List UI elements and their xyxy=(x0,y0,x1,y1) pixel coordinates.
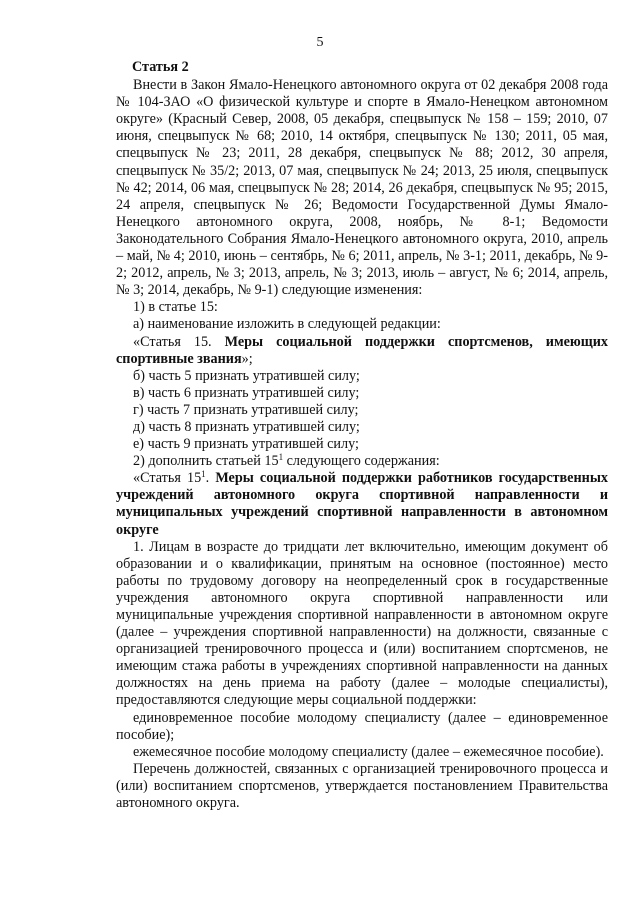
sub-item-e: е) часть 9 признать утратившей силу; xyxy=(133,436,359,453)
document-body xyxy=(116,59,608,812)
item-1: 1) в статье 15: xyxy=(133,299,218,316)
quote-prefix: «Статья 15. xyxy=(133,333,225,350)
new-article-dot: . xyxy=(205,470,216,487)
new-article-sup: 1 xyxy=(201,469,206,480)
item-2-text: 2) дополнить статьей 15 xyxy=(133,453,279,470)
quote-bold-title: Меры социальной поддержки спортсменов, имеющих спортивные звания xyxy=(116,333,608,367)
article-heading: Статья 2 xyxy=(132,59,189,75)
item-2 xyxy=(116,453,608,470)
new-article-heading xyxy=(116,470,608,538)
measure-1: единовременное пособие молодому специалисту (далее – единовременное пособие); xyxy=(116,709,608,743)
new-article-title: Меры социальной поддержки работников государственных учреждений автономного округа спортивной направленности и муниципальных учреждений спортивной направленности в автономном округе xyxy=(116,470,609,538)
quote-suffix: »; xyxy=(241,350,253,367)
intro-paragraph: Внести в Закон Ямало-Ненецкого автономного округа от 02 декабря 2008 года № 104-ЗАО «О физической культуре и спорте в Ямало-Ненецком автономном округе» (Красный Север, 2008, 05 декабря, спецвыпуск № 158 – 159; 2010, 07 июня, спецвыпуск № 68; 2010, 14 октября, спецвыпуск № 130; 2011, 05 мая, спецвыпуск № 23; 2011, 28 декабря, спецвыпуск № 88; 2012, 30 апреля, спецвыпуск № 35/2; 2013, 07 мая, спецвыпуск № 24; 2013, 25 июля, спецвыпуск № 42; 2014, 06 мая, спецвыпуск № 28; 2014, 26 декабря, спецвыпуск № 95; 2015, 24 апреля, спецвыпуск № 26; Ведомости Государственной Думы Ямало-Ненецкого автономного округа, 2008, ноябрь, № 8-1; Ведомости Законодательного Собрания Ямало-Ненецкого автономного округа, 2010, апрель – май, № 4; 2010, июнь – сентябрь, № 6; 2011, апрель, № 3-1; 2011, декабрь, № 9-2; 2012, апрель, № 3; 2013, апрель, № 3; 2013, июль – август, № 6; 2014, апрель, № 3; 2014, декабрь, № 9-1) следующие изменения: xyxy=(116,77,608,299)
item-2-tail: следующего содержания: xyxy=(283,453,440,470)
position-list-paragraph: Перечень должностей, связанных с организацией тренировочного процесса и (или) воспитанием спортсменов, утверждается постановлением Правительства автономного округа. xyxy=(116,760,608,812)
sub-item-d: д) часть 8 признать утратившей силу; xyxy=(133,418,360,435)
sub-item-b: б) часть 5 признать утратившей силу; xyxy=(133,367,360,384)
item-1a: а) наименование изложить в следующей редакции: xyxy=(133,316,441,333)
paragraph-1: 1. Лицам в возрасте до тридцати лет включительно, имеющим документ об образовании и о квалификации, принятым на основное (постоянное) место работы по трудовому договору на неопределенный срок в государственные учреждения автономного округа спортивной направленности или муниципальные учреждения спортивной направленности в автономном округе (далее – учреждения спортивной направленности) на должности, связанные с организацией тренировочного процесса и (или) воспитанием спортсменов, не имеющим стажа работы в учреждениях спортивной направленности на данных должностях на день приема на работу (далее – молодые специалисты), предоставляются следующие меры социальной поддержки: xyxy=(116,538,608,709)
item-2-sup: 1 xyxy=(278,452,284,463)
page-number: 5 xyxy=(316,35,324,50)
new-article-prefix: «Статья 15 xyxy=(133,470,202,487)
measure-2: ежемесячное пособие молодому специалисту (далее – ежемесячное пособие). xyxy=(133,743,604,760)
article-15-title xyxy=(116,334,608,368)
sub-item-v: в) часть 6 признать утратившей силу; xyxy=(133,384,360,401)
sub-item-g: г) часть 7 признать утратившей силу; xyxy=(133,401,359,418)
